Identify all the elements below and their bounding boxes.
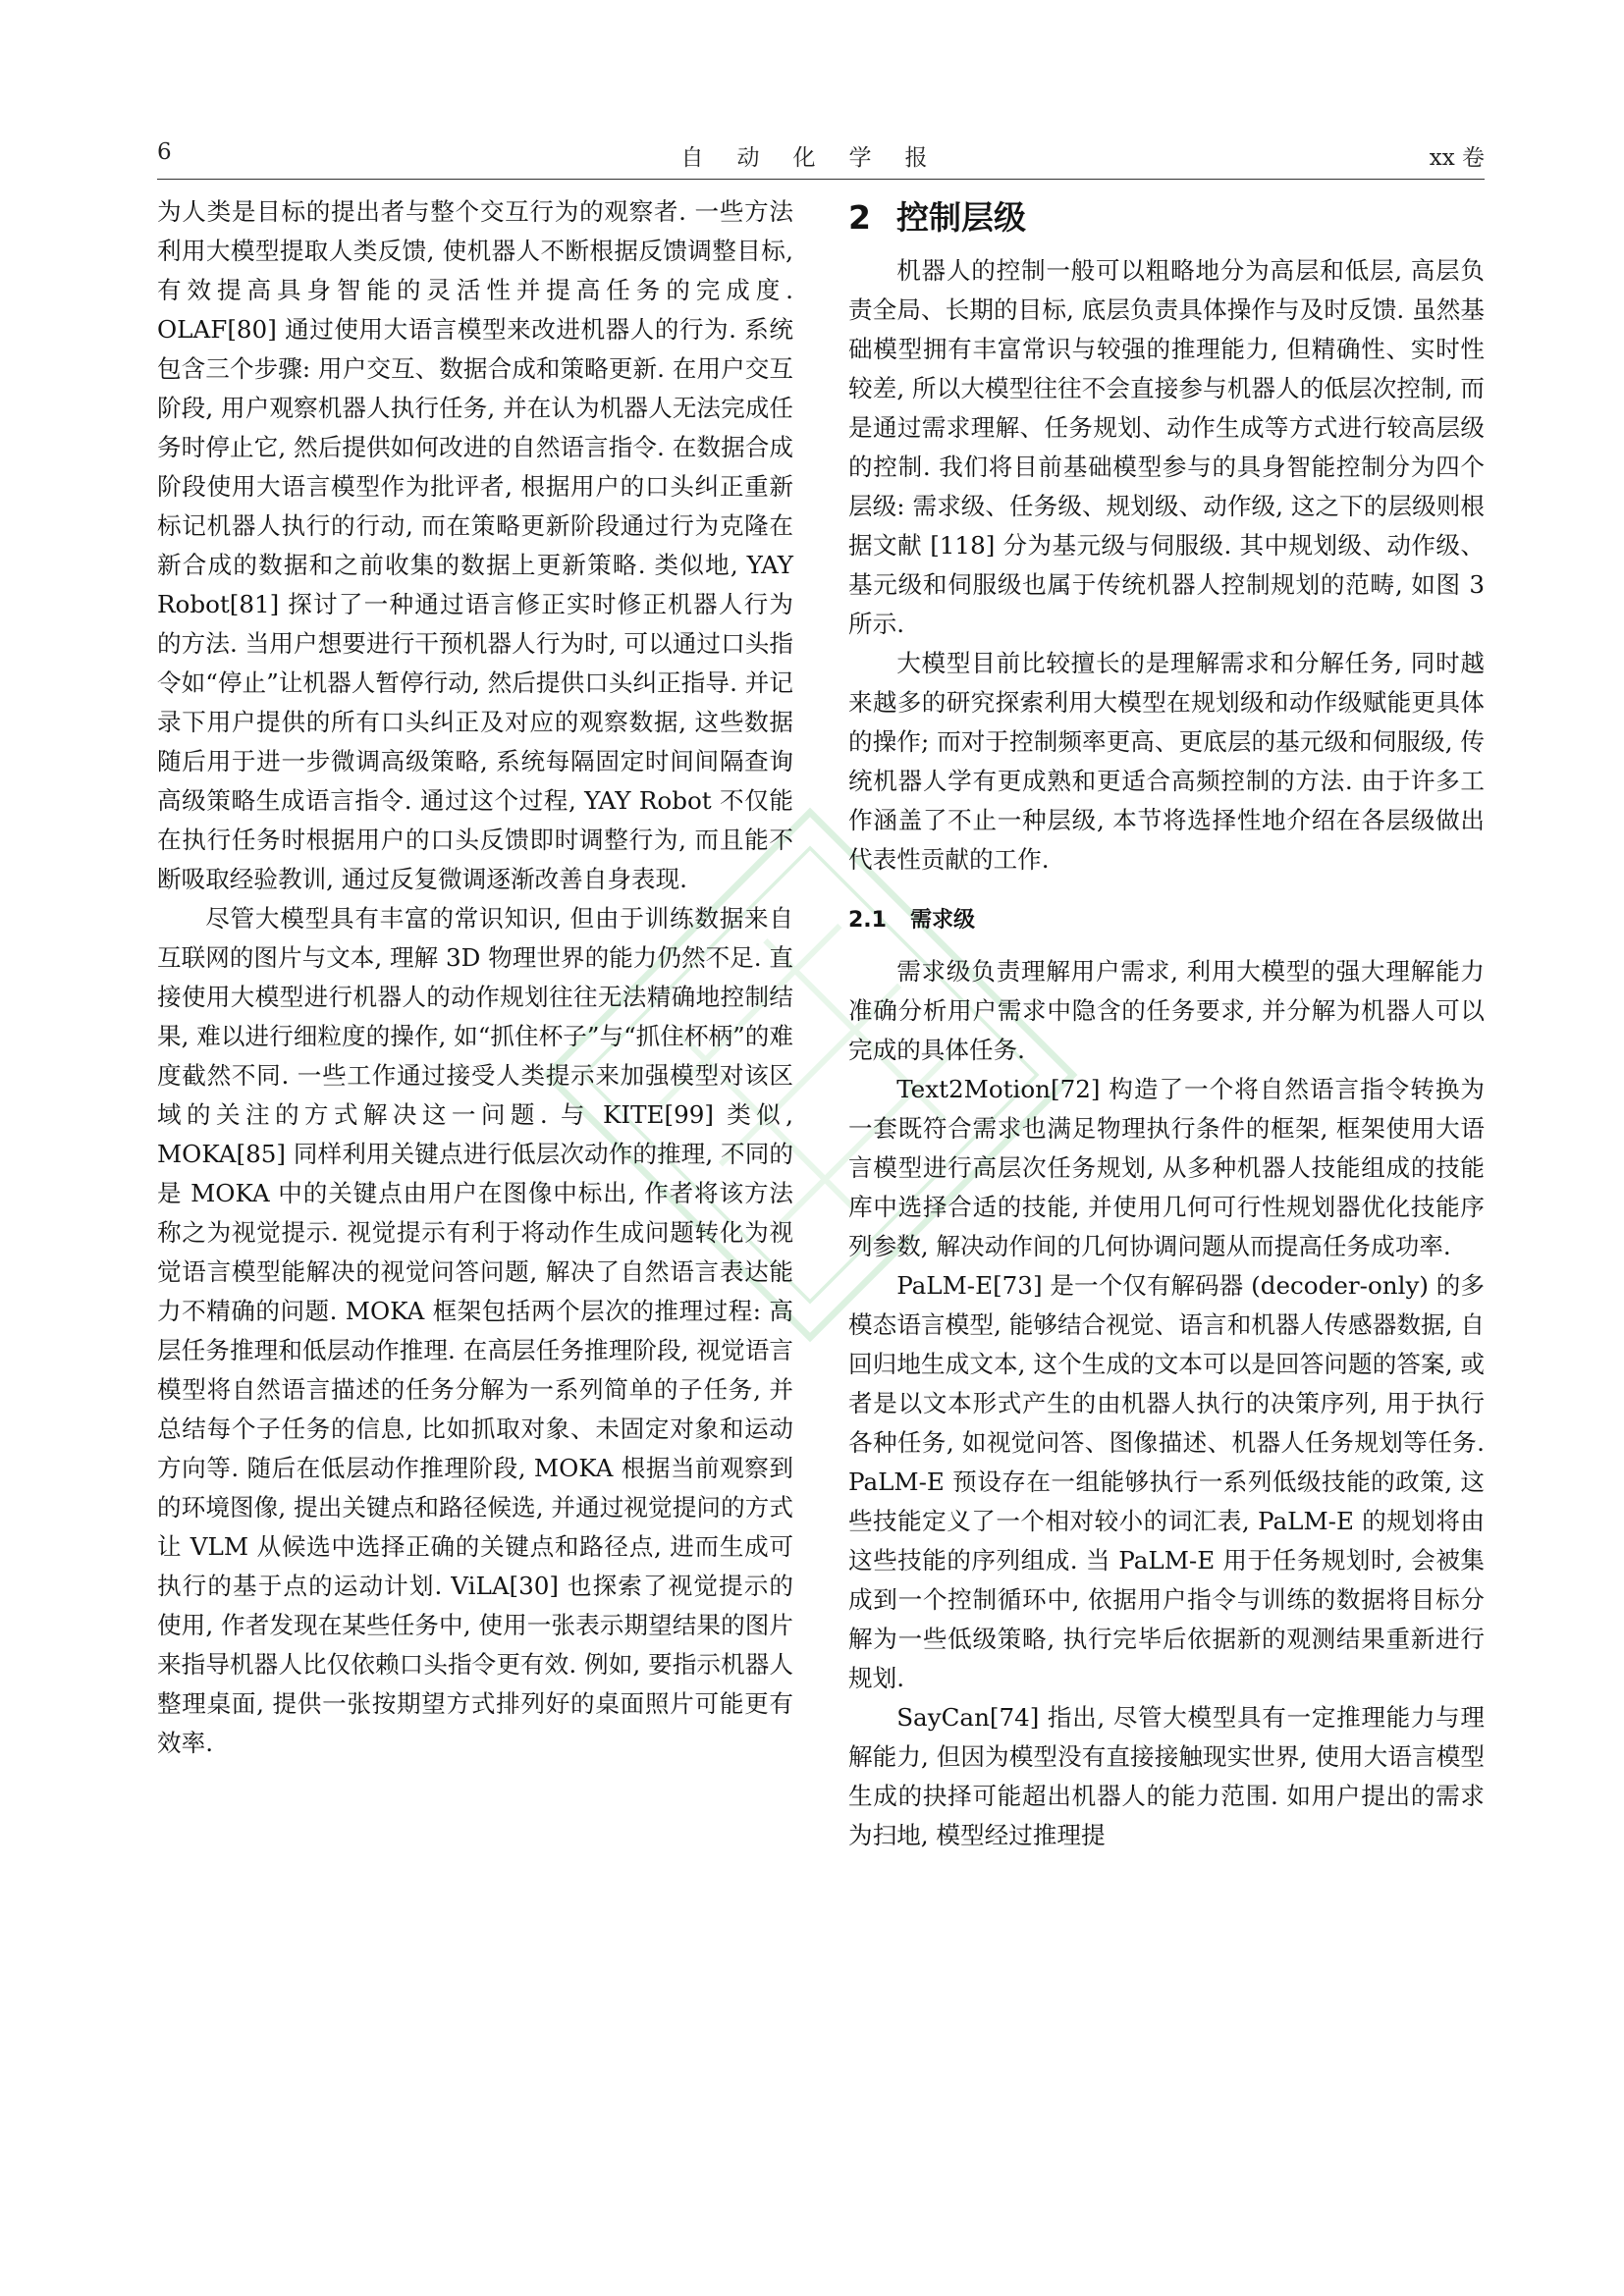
- body-paragraph: 大模型目前比较擅长的是理解需求和分解任务, 同时越来越多的研究探索利用大模型在规划级和动作级赋能更具体的操作; 而对于控制频率更高、更底层的基元级和伺服级, 传统机器人学有更成熟和更适合高频控制的方法. 由于许多工作涵盖了不止一种层级, 本节将选择性地介绍在各层级做出代表性贡献的工作.: [848, 649, 1485, 874]
- right-column: [848, 192, 1485, 1855]
- subsection-number: 2.1: [848, 908, 887, 933]
- body-paragraph: 需求级负责理解用户需求, 利用大模型的强大理解能力准确分析用户需求中隐含的任务要求, 并分解为机器人可以完成的具体任务.: [848, 957, 1485, 1064]
- header-rule: [157, 179, 1485, 180]
- subsection-title: 需求级: [909, 908, 975, 933]
- section-number: 2: [848, 198, 871, 237]
- volume-label: xx 卷: [1429, 145, 1485, 171]
- journal-title: 自动化学报: [680, 145, 961, 171]
- section-heading: [848, 196, 1485, 240]
- body-paragraph: 尽管大模型具有丰富的常识知识, 但由于训练数据来自互联网的图片与文本, 理解 3D 物理世界的能力仍然不足. 直接使用大模型进行机器人的动作规划往往无法精确地控制结果, 难以进行细粒度的操作, 如“抓住杯子”与“抓住杯柄”的难度截然不同. 一些工作通过接受人类提示来加强模型对该区域的关注的方式解决这一问题. 与 KITE[99] 类似, MOKA[85] 同样利用关键点进行低层次动作的推理, 不同的是 MOKA 中的关键点由用户在图像中标出, 作者将该方法称之为视觉提示. 视觉提示有利于将动作生成问题转化为视觉语言模型能解决的视觉问答问题, 解决了自然语言表达能力不精确的问题. MOKA 框架包括两个层次的推理过程: 高层任务推理和低层动作推理. 在高层任务推理阶段, 视觉语言模型将自然语言描述的任务分解为一系列简单的子任务, 并总结每个子任务的信息, 比如抓取对象、未固定对象和运动方向等. 随后在低层动作推理阶段, MOKA 根据当前观察到的环境图像, 提出关键点和路径候选, 并通过视觉提问的方式让 VLM 从候选中选择正确的关键点和路径点, 进而生成可执行的基于点的运动计划. ViLA[30] 也探索了视觉提示的使用, 作者发现在某些任务中, 使用一张表示期望结果的图片来指导机器人比仅依赖口头指令更有效. 例如, 要指示机器人整理桌面, 提供一张按期望方式排列好的桌面照片可能更有效率.: [157, 904, 793, 1757]
- body-paragraph: SayCan[74] 指出, 尽管大模型具有一定推理能力与理解能力, 但因为模型没有直接接触现实世界, 使用大语言模型生成的抉择可能超出机器人的能力范围. 如用户提出的需求为扫地, 模型经过推理提: [848, 1703, 1485, 1849]
- subsection-heading: [848, 901, 1485, 940]
- body-paragraph: 为人类是目标的提出者与整个交互行为的观察者. 一些方法利用大模型提取人类反馈, 使机器人不断根据反馈调整目标, 有效提高具身智能的灵活性并提高任务的完成度. OLAF[80] 通过使用大语言模型来改进机器人的行为. 系统包含三个步骤: 用户交互、数据合成和策略更新. 在用户交互阶段, 用户观察机器人执行任务, 并在认为机器人无法完成任务时停止它, 然后提供如何改进的自然语言指令. 在数据合成阶段使用大语言模型作为批评者, 根据用户的口头纠正重新标记机器人执行的行动, 而在策略更新阶段通过行为克隆在新合成的数据和之前收集的数据上更新策略. 类似地, YAY Robot[81] 探讨了一种通过语言修正实时修正机器人行为的方法. 当用户想要进行干预机器人行为时, 可以通过口头指令如“停止”让机器人暂停行动, 然后提供口头纠正指导. 并记录下用户提供的所有口头纠正及对应的观察数据, 这些数据随后用于进一步微调高级策略, 系统每隔固定时间间隔查询高级策略生成语言指令. 通过这个过程, YAY Robot 不仅能在执行任务时根据用户的口头反馈即时调整行为, 而且能不断吸取经验教训, 通过反复微调逐渐改善自身表现.: [157, 197, 793, 893]
- body-paragraph: PaLM-E[73] 是一个仅有解码器 (decoder-only) 的多模态语言模型, 能够结合视觉、语言和机器人传感器数据, 自回归地生成文本, 这个生成的文本可以是回答问题的答案, 或者是以文本形式产生的由机器人执行的决策序列, 用于执行各种任务, 如视觉问答、图像描述、机器人任务规划等任务. PaLM-E 预设存在一组能够执行一系列低级技能的政策, 这些技能定义了一个相对较小的词汇表, PaLM-E 的规划将由这些技能的序列组成. 当 PaLM-E 用于任务规划时, 会被集成到一个控制循环中, 依据用户指令与训练的数据将目标分解为一些低级策略, 执行完毕后依据新的观测结果重新进行规划.: [848, 1271, 1485, 1692]
- left-column: [157, 192, 793, 1763]
- page-number: 6: [157, 139, 172, 165]
- running-header: [157, 139, 1485, 179]
- body-paragraph: Text2Motion[72] 构造了一个将自然语言指令转换为一套既符合需求也满足物理执行条件的框架, 框架使用大语言模型进行高层次任务规划, 从多种机器人技能组成的技能库中选择合适的技能, 并使用几何可行性规划器优化技能序列参数, 解决动作间的几何协调问题从而提高任务成功率.: [848, 1075, 1485, 1260]
- section-title: 控制层级: [895, 198, 1026, 237]
- body-paragraph: 机器人的控制一般可以粗略地分为高层和低层, 高层负责全局、长期的目标, 底层负责具体操作与及时反馈. 虽然基础模型拥有丰富常识与较强的推理能力, 但精确性、实时性较差, 所以大模型往往不会直接参与机器人的低层次控制, 而是通过需求理解、任务规划、动作生成等方式进行较高层级的控制. 我们将目前基础模型参与的具身智能控制分为四个层级: 需求级、任务级、规划级、动作级, 这之下的层级则根据文献 [118] 分为基元级与伺服级. 其中规划级、动作级、基元级和伺服级也属于传统机器人控制规划的范畴, 如图 3 所示.: [848, 256, 1485, 638]
